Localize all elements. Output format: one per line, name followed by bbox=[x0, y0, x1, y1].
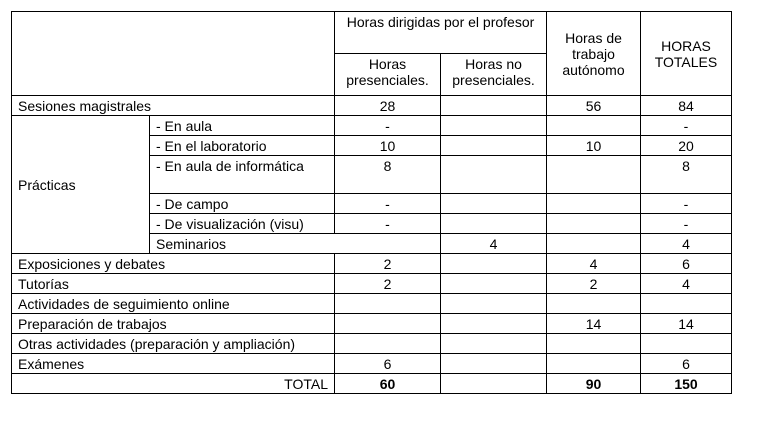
cell-autonomo bbox=[547, 214, 641, 234]
cell-autonomo: 56 bbox=[547, 96, 641, 116]
total-no-presenciales bbox=[441, 374, 547, 394]
table-row-examenes bbox=[12, 354, 732, 374]
cell-no-presenciales bbox=[441, 194, 547, 214]
cell-autonomo bbox=[547, 194, 641, 214]
cell-no-presenciales bbox=[441, 294, 547, 314]
cell-autonomo: 14 bbox=[547, 314, 641, 334]
total-presenciales: 60 bbox=[335, 374, 441, 394]
row-label: Exposiciones y debates bbox=[12, 254, 335, 274]
cell-autonomo bbox=[547, 156, 641, 194]
cell-total: 14 bbox=[641, 314, 732, 334]
table-row-total bbox=[12, 374, 732, 394]
cell-total bbox=[641, 294, 732, 314]
cell-total bbox=[641, 334, 732, 354]
row-label: Preparación de trabajos bbox=[12, 314, 335, 334]
cell-total: 20 bbox=[641, 136, 732, 156]
cell-autonomo: 2 bbox=[547, 274, 641, 294]
row-label: - De visualización (visu) bbox=[150, 214, 335, 234]
cell-autonomo bbox=[547, 294, 641, 314]
row-label: - De campo bbox=[150, 194, 335, 214]
cell-presenciales: 8 bbox=[335, 156, 441, 194]
cell-presenciales: 2 bbox=[335, 254, 441, 274]
cell-autonomo bbox=[547, 334, 641, 354]
header-total-hours: HORAS TOTALES bbox=[641, 12, 732, 96]
cell-no-presenciales bbox=[547, 234, 641, 254]
cell-presenciales bbox=[335, 314, 441, 334]
table-row-practicas-aula bbox=[12, 116, 732, 136]
header-blank-cell bbox=[12, 12, 335, 96]
cell-no-presenciales bbox=[441, 314, 547, 334]
cell-presenciales: 2 bbox=[335, 274, 441, 294]
total-label: TOTAL bbox=[12, 374, 335, 394]
cell-total: 6 bbox=[641, 354, 732, 374]
header-guided-hours: Horas dirigidas por el profesor bbox=[335, 12, 547, 54]
cell-no-presenciales bbox=[441, 116, 547, 136]
row-label: Exámenes bbox=[12, 354, 335, 374]
table-row-sesiones bbox=[12, 96, 732, 116]
cell-total: - bbox=[641, 116, 732, 136]
row-label: Actividades de seguimiento online bbox=[12, 294, 335, 314]
table-row-otras bbox=[12, 334, 732, 354]
row-label: Tutorías bbox=[12, 274, 335, 294]
cell-presenciales: - bbox=[335, 214, 441, 234]
cell-no-presenciales bbox=[441, 96, 547, 116]
table-row-tutorias bbox=[12, 274, 732, 294]
table-row-exposiciones bbox=[12, 254, 732, 274]
cell-total: - bbox=[641, 214, 732, 234]
cell-autonomo bbox=[547, 354, 641, 374]
row-label: - En aula bbox=[150, 116, 335, 136]
cell-presenciales bbox=[335, 294, 441, 314]
cell-no-presenciales bbox=[441, 136, 547, 156]
cell-autonomo bbox=[547, 116, 641, 136]
cell-presenciales bbox=[335, 334, 441, 354]
cell-presenciales: 4 bbox=[441, 234, 547, 254]
cell-autonomo: 4 bbox=[641, 234, 732, 254]
table-row-seguimiento bbox=[12, 294, 732, 314]
cell-no-presenciales bbox=[441, 274, 547, 294]
cell-autonomo: 4 bbox=[547, 254, 641, 274]
row-label: Otras actividades (preparación y ampliación) bbox=[12, 334, 335, 354]
cell-total: 84 bbox=[641, 96, 732, 116]
table-row-preparacion bbox=[12, 314, 732, 334]
cell-total: 6 bbox=[641, 254, 732, 274]
row-label: - En aula de informática bbox=[150, 156, 335, 194]
row-label: - En el laboratorio bbox=[150, 136, 335, 156]
row-label: Seminarios bbox=[150, 234, 441, 254]
cell-no-presenciales bbox=[441, 254, 547, 274]
cell-no-presenciales bbox=[441, 156, 547, 194]
cell-no-presenciales bbox=[441, 354, 547, 374]
total-autonomo: 90 bbox=[547, 374, 641, 394]
cell-total: 8 bbox=[641, 156, 732, 194]
cell-no-presenciales bbox=[441, 334, 547, 354]
cell-presenciales: - bbox=[335, 116, 441, 136]
cell-total: - bbox=[641, 194, 732, 214]
cell-presenciales: 6 bbox=[335, 354, 441, 374]
row-label: Sesiones magistrales bbox=[12, 96, 335, 116]
hours-table bbox=[11, 11, 732, 394]
practicas-group-label: Prácticas bbox=[12, 116, 150, 254]
cell-no-presenciales bbox=[441, 214, 547, 234]
total-total: 150 bbox=[641, 374, 732, 394]
header-not-in-person-hours: Horas no presenciales. bbox=[441, 54, 547, 96]
cell-presenciales: 28 bbox=[335, 96, 441, 116]
header-autonomous-hours: Horas de trabajo autónomo bbox=[547, 12, 641, 96]
cell-presenciales: - bbox=[335, 194, 441, 214]
cell-total: 4 bbox=[641, 274, 732, 294]
header-in-person-hours: Horas presenciales. bbox=[335, 54, 441, 96]
header-row-1 bbox=[12, 12, 732, 54]
cell-presenciales: 10 bbox=[335, 136, 441, 156]
cell-autonomo: 10 bbox=[547, 136, 641, 156]
